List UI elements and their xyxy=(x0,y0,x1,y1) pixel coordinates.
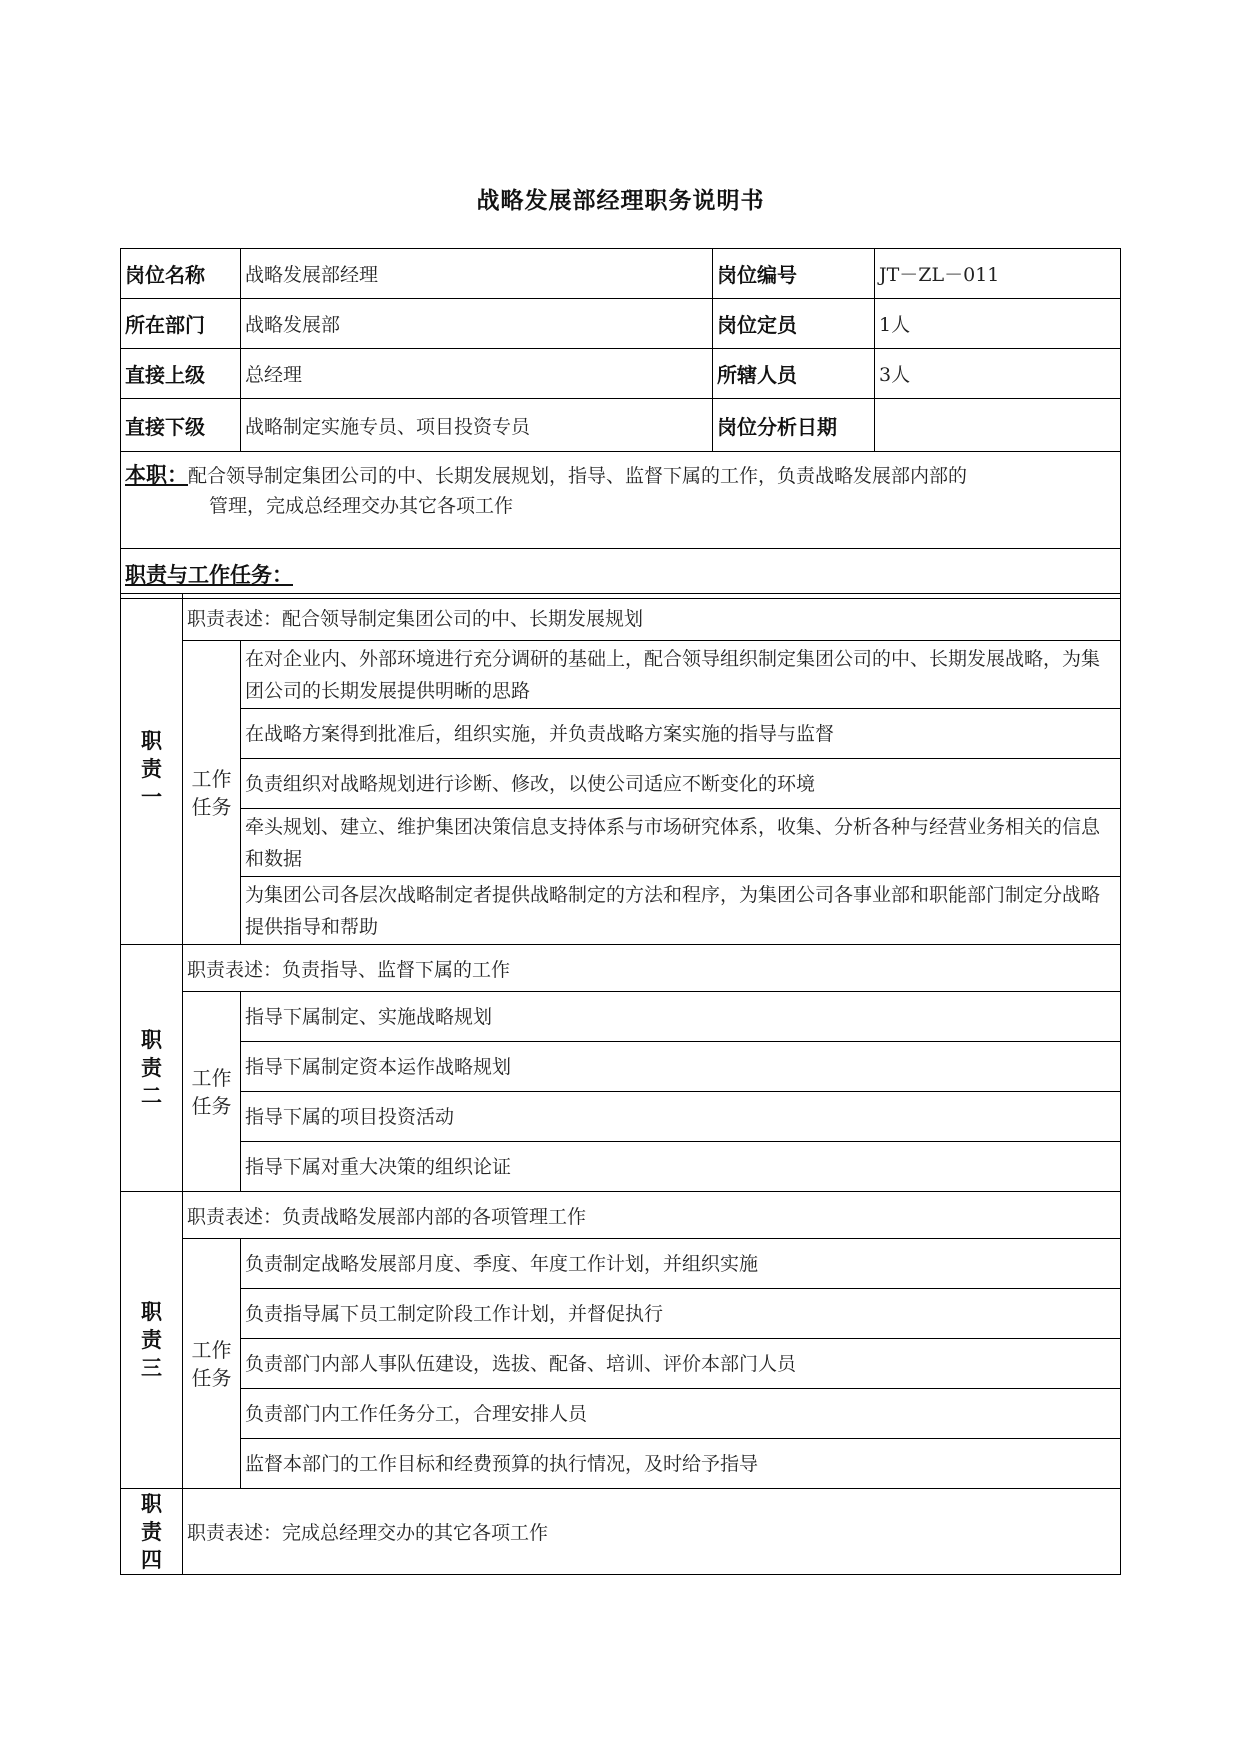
duty-description: 职责表述：负责指导、监督下属的工作 xyxy=(183,945,1121,992)
job-summary-line1: 配合领导制定集团公司的中、长期发展规划，指导、监督下属的工作，负责战略发展部内部的 xyxy=(188,465,968,487)
task-row xyxy=(121,759,1121,809)
value-subordinates-count: 3人 xyxy=(875,349,1121,399)
task-item: 在战略方案得到批准后，组织实施，并负责战略方案实施的指导与监督 xyxy=(241,709,1121,759)
task-label: 工作 任务 xyxy=(183,641,241,945)
value-department: 战略发展部 xyxy=(241,299,713,349)
job-summary-line2: 管理，完成总经理交办其它各项工作 xyxy=(209,495,514,517)
info-row xyxy=(121,249,1121,299)
task-row xyxy=(121,877,1121,945)
value-position-code: JT－ZL－011 xyxy=(875,249,1121,299)
task-row xyxy=(121,1239,1121,1289)
task-row xyxy=(121,1289,1121,1339)
duty-description: 职责表述：配合领导制定集团公司的中、长期发展规划 xyxy=(183,594,1121,641)
task-row xyxy=(121,1389,1121,1439)
task-item: 指导下属的项目投资活动 xyxy=(241,1092,1121,1142)
task-item: 负责制定战略发展部月度、季度、年度工作计划，并组织实施 xyxy=(241,1239,1121,1289)
job-info-table xyxy=(120,248,1121,599)
duty-label: 职 责 三 xyxy=(121,1192,183,1489)
value-headcount: 1人 xyxy=(875,299,1121,349)
task-item: 负责部门内工作任务分工，合理安排人员 xyxy=(241,1389,1121,1439)
job-summary xyxy=(121,452,1121,549)
duty-label: 职 责 二 xyxy=(121,945,183,1192)
job-summary-label: 本职： xyxy=(125,463,188,487)
task-item: 负责组织对战略规划进行诊断、修改，以使公司适应不断变化的环境 xyxy=(241,759,1121,809)
info-row xyxy=(121,299,1121,349)
value-analysis-date xyxy=(875,399,1121,452)
task-row xyxy=(121,992,1121,1042)
job-summary-row xyxy=(121,452,1121,549)
label-position-code: 岗位编号 xyxy=(713,249,875,299)
task-row xyxy=(121,641,1121,709)
task-row xyxy=(121,1042,1121,1092)
task-row xyxy=(121,1439,1121,1489)
label-headcount: 岗位定员 xyxy=(713,299,875,349)
duty-desc-row xyxy=(121,1192,1121,1239)
task-item: 监督本部门的工作目标和经费预算的执行情况，及时给予指导 xyxy=(241,1439,1121,1489)
label-department: 所在部门 xyxy=(121,299,241,349)
duty-label: 职 责 一 xyxy=(121,594,183,945)
label-subordinates-count: 所辖人员 xyxy=(713,349,875,399)
duty-desc-row xyxy=(121,1489,1121,1575)
task-label: 工作 任务 xyxy=(183,1239,241,1489)
value-direct-reports: 战略制定实施专员、项目投资专员 xyxy=(241,399,713,452)
section-header-row xyxy=(121,549,1121,599)
duty-desc-row xyxy=(121,945,1121,992)
section-title: 职责与工作任务： xyxy=(125,562,293,587)
duty-description: 职责表述：负责战略发展部内部的各项管理工作 xyxy=(183,1192,1121,1239)
duty-label: 职 责 四 xyxy=(121,1489,183,1575)
label-superior: 直接上级 xyxy=(121,349,241,399)
label-position-name: 岗位名称 xyxy=(121,249,241,299)
duties-table xyxy=(120,593,1121,1575)
task-row xyxy=(121,1339,1121,1389)
page-title: 战略发展部经理职务说明书 xyxy=(476,188,765,214)
task-row xyxy=(121,709,1121,759)
task-item: 在对企业内、外部环境进行充分调研的基础上，配合领导组织制定集团公司的中、长期发展战略，为集团公司的长期发展提供明晰的思路 xyxy=(241,641,1121,709)
duty-desc-row xyxy=(121,594,1121,641)
task-item: 为集团公司各层次战略制定者提供战略制定的方法和程序，为集团公司各事业部和职能部门制定分战略提供指导和帮助 xyxy=(241,877,1121,945)
label-analysis-date: 岗位分析日期 xyxy=(713,399,875,452)
value-position-name: 战略发展部经理 xyxy=(241,249,713,299)
task-label: 工作 任务 xyxy=(183,992,241,1192)
task-item: 负责指导属下员工制定阶段工作计划，并督促执行 xyxy=(241,1289,1121,1339)
value-superior: 总经理 xyxy=(241,349,713,399)
task-item: 指导下属制定资本运作战略规划 xyxy=(241,1042,1121,1092)
task-item: 负责部门内部人事队伍建设，选拔、配备、培训、评价本部门人员 xyxy=(241,1339,1121,1389)
task-row xyxy=(121,1142,1121,1192)
info-row xyxy=(121,399,1121,452)
task-item: 指导下属对重大决策的组织论证 xyxy=(241,1142,1121,1192)
task-item: 指导下属制定、实施战略规划 xyxy=(241,992,1121,1042)
duty-description: 职责表述：完成总经理交办的其它各项工作 xyxy=(183,1489,1121,1575)
label-direct-reports: 直接下级 xyxy=(121,399,241,452)
task-row xyxy=(121,809,1121,877)
task-item: 牵头规划、建立、维护集团决策信息支持体系与市场研究体系，收集、分析各种与经营业务相关的信息和数据 xyxy=(241,809,1121,877)
task-row xyxy=(121,1092,1121,1142)
info-row xyxy=(121,349,1121,399)
